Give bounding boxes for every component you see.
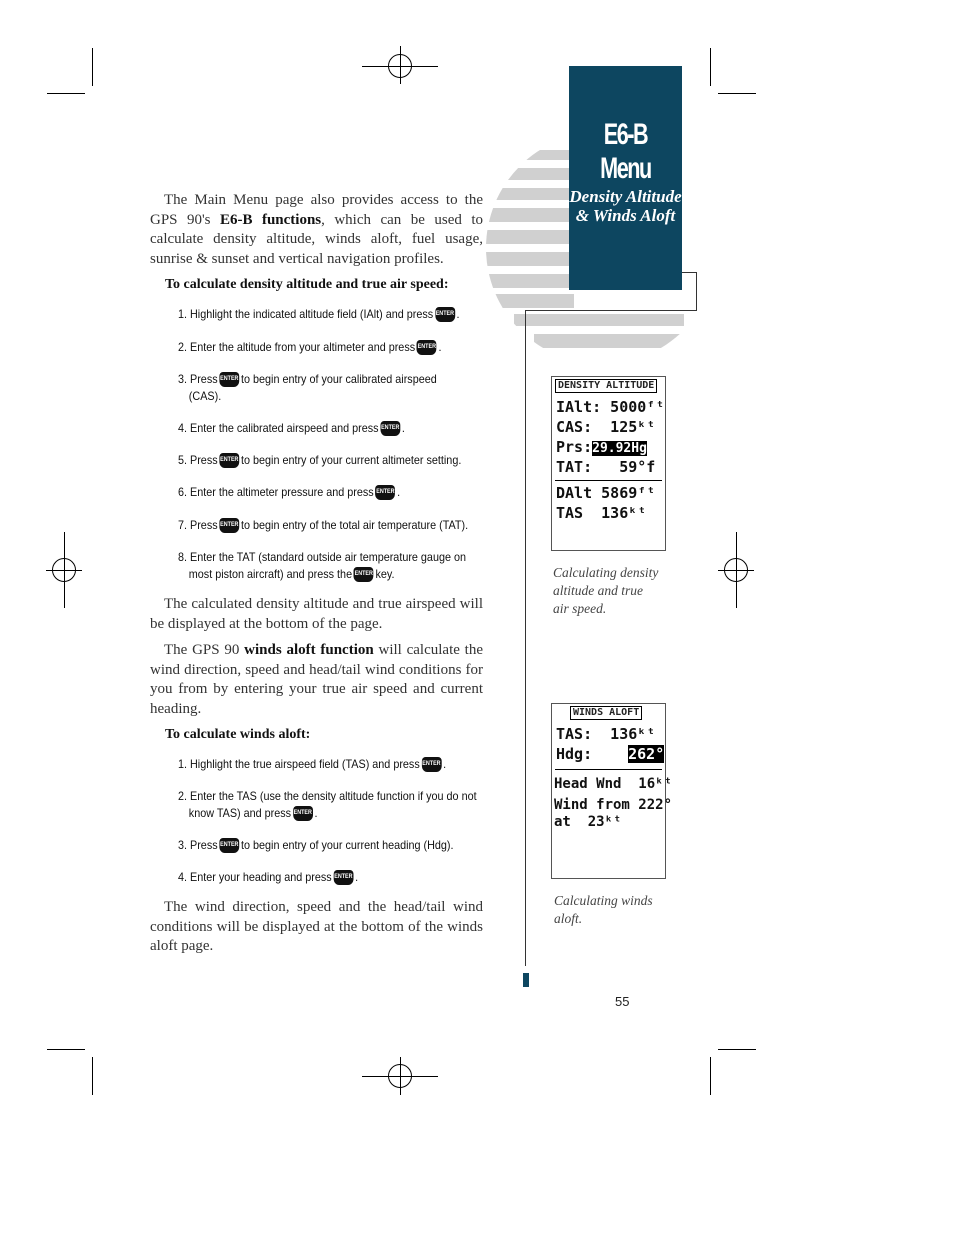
step-text: 4. Enter the calibrated airspeed and press — [178, 421, 379, 435]
step-text: 1. Highlight the indicated altitude field (IAlt) and press — [178, 307, 434, 321]
caption-line: Calculating winds — [554, 893, 653, 908]
step-text: (CAS). — [188, 389, 222, 403]
row-value: 5869ᶠᵗ — [592, 484, 656, 502]
intro-text: , which can be used to calculate density altitude, winds aloft, fuel usage, sunrise & sunset and vertical navigation profiles. — [150, 211, 483, 267]
winds-intro-bold: winds aloft function — [244, 642, 374, 658]
winds-result: The wind direction, speed and the head/tail wind conditions will be displayed at the bottom of the winds aloft page. — [150, 899, 483, 954]
density-step — [178, 339, 442, 356]
screen-row — [556, 398, 664, 416]
crop-mark — [718, 1049, 756, 1050]
density-step — [178, 420, 405, 437]
registration-mark — [388, 1064, 412, 1088]
row-label: Prs: — [556, 438, 593, 456]
step-text: . — [355, 870, 359, 884]
step-text: 7. Press — [178, 518, 218, 532]
step-text: most piston aircraft) and press the — [188, 567, 353, 581]
row-value: 136ᵏᵗ — [583, 504, 647, 522]
row-label: TAS: — [556, 725, 593, 743]
row-value: 125ᵏᵗ — [592, 418, 656, 436]
section-title: E6-B Menu — [600, 118, 651, 185]
screen-row — [554, 796, 672, 814]
enter-key-icon: ENTER — [354, 567, 374, 582]
winds-step — [178, 788, 477, 822]
registration-mark — [724, 558, 748, 582]
screen-row — [556, 484, 655, 502]
winds-caption — [554, 892, 653, 928]
intro-text: The Main Menu page also provides access to the GPS 90's — [150, 192, 483, 228]
step-text: to begin entry of the total air temperature (TAT). — [241, 518, 469, 532]
row-label: at — [554, 814, 571, 830]
enter-key-icon: ENTER — [219, 518, 239, 533]
row-label: Head Wnd — [554, 776, 622, 792]
step-text: 3. Press — [178, 838, 218, 852]
crop-mark — [47, 1049, 85, 1050]
screen-divider — [555, 769, 662, 770]
caption-line: aloft. — [554, 911, 583, 926]
row-label: DAlt — [556, 484, 593, 502]
row-value: 59°f — [592, 458, 656, 476]
enter-key-icon: ENTER — [376, 485, 396, 500]
row-label: TAT: — [556, 458, 593, 476]
margin-marker — [523, 973, 529, 987]
crop-mark — [718, 93, 756, 94]
step-text: . — [314, 806, 318, 820]
enter-key-icon: ENTER — [334, 870, 354, 885]
step-text: 2. Enter the TAS (use the density altitude function if you do not — [178, 789, 477, 803]
enter-key-icon: ENTER — [380, 421, 400, 436]
step-text: 8. Enter the TAT (standard outside air temperature gauge on — [178, 550, 466, 564]
winds-aloft-screen — [551, 703, 673, 879]
winds-step — [178, 756, 446, 773]
density-step — [178, 484, 400, 501]
density-step — [178, 517, 468, 534]
screen-row — [556, 418, 655, 436]
screen-row — [556, 458, 655, 476]
winds-intro-text: The GPS 90 — [164, 642, 245, 658]
intro-bold: E6-B functions — [219, 211, 322, 228]
row-label: Hdg: — [556, 745, 593, 763]
step-text: know TAS) and press — [188, 806, 292, 820]
density-caption — [553, 564, 658, 618]
tab-bracket — [682, 272, 697, 273]
page-number: 55 — [615, 994, 630, 1009]
enter-key-icon: ENTER — [435, 307, 455, 322]
registration-mark — [52, 558, 76, 582]
enter-key-icon: ENTER — [417, 340, 437, 355]
enter-key-icon: ENTER — [422, 757, 442, 772]
registration-mark — [388, 54, 412, 78]
density-step — [178, 371, 437, 405]
screen-row — [556, 504, 646, 522]
step-text: . — [438, 340, 442, 354]
density-result: The calculated density altitude and true airspeed will be displayed at the bottom of the page. — [150, 596, 483, 632]
density-step — [178, 549, 466, 583]
screen-row — [556, 725, 655, 743]
step-text: 1. Highlight the true airspeed field (TAS) and press — [178, 757, 420, 771]
step-text: 3. Press — [178, 372, 218, 386]
row-value: 136ᵏᵗ — [592, 725, 656, 743]
enter-key-icon: ENTER — [293, 806, 313, 821]
row-label: IAlt: — [556, 398, 602, 416]
step-text: to begin entry of your calibrated airspeed — [241, 372, 437, 386]
crop-mark — [710, 1057, 711, 1095]
caption-line: Calculating density — [553, 565, 659, 580]
row-value-highlighted: 29.92Hg — [592, 441, 647, 456]
screen-divider — [555, 480, 662, 481]
intro-paragraph — [150, 191, 483, 269]
step-text: 4. Enter your heading and press — [178, 870, 332, 884]
step-text: . — [443, 757, 447, 771]
screen-row — [554, 775, 672, 793]
crop-mark — [92, 48, 93, 86]
tab-bracket — [696, 272, 697, 311]
crop-mark — [47, 93, 85, 94]
step-text: to begin entry of your current heading (Hdg). — [241, 838, 454, 852]
winds-intro-text: will calculate the wind direction, speed and head/tail wind conditions for you from by entering your true air speed and current heading. — [150, 642, 483, 717]
screen-title: DENSITY ALTITUDE — [555, 379, 657, 393]
density-step — [178, 306, 460, 323]
row-value: 222° — [629, 797, 673, 813]
row-label: Wind from — [554, 797, 630, 813]
enter-key-icon: ENTER — [219, 372, 239, 387]
density-altitude-screen — [551, 376, 666, 551]
step-text: . — [397, 485, 401, 499]
screen-title: WINDS ALOFT — [570, 706, 642, 720]
tab-bracket — [526, 310, 697, 311]
step-text: . — [401, 421, 405, 435]
step-text: 2. Enter the altitude from your altimeter and press — [178, 340, 416, 354]
section-subtitle — [569, 187, 682, 225]
screen-row — [556, 745, 664, 763]
crop-mark — [92, 1057, 93, 1095]
caption-line: altitude and true — [553, 583, 643, 598]
section-subtitle-line: Density Altitude — [569, 187, 682, 206]
section-subtitle-line: & Winds Aloft — [575, 206, 676, 225]
winds-step — [178, 837, 454, 854]
step-text: to begin entry of your current altimeter setting. — [241, 453, 462, 467]
caption-line: air speed. — [553, 601, 607, 616]
row-value: 5000ᶠᵗ — [601, 398, 665, 416]
enter-key-icon: ENTER — [219, 453, 239, 468]
winds-heading: To calculate winds aloft: — [165, 727, 311, 742]
row-value: 16ᵏᵗ — [621, 776, 673, 792]
row-value-highlighted: 262° — [628, 745, 665, 763]
margin-rule — [525, 310, 526, 966]
screen-row — [554, 813, 621, 831]
row-label: CAS: — [556, 418, 593, 436]
step-text: 6. Enter the altimeter pressure and press — [178, 485, 374, 499]
winds-intro-paragraph — [150, 641, 483, 719]
density-step — [178, 452, 461, 469]
row-label: TAS — [556, 504, 584, 522]
winds-step — [178, 869, 358, 886]
step-text: key. — [375, 567, 395, 581]
row-value: 23ᵏᵗ — [570, 814, 622, 830]
crop-mark — [710, 48, 711, 86]
screen-row — [556, 438, 647, 458]
step-text: . — [456, 307, 460, 321]
step-text: 5. Press — [178, 453, 218, 467]
density-heading: To calculate density altitude and true air speed: — [165, 277, 449, 292]
enter-key-icon: ENTER — [219, 838, 239, 853]
